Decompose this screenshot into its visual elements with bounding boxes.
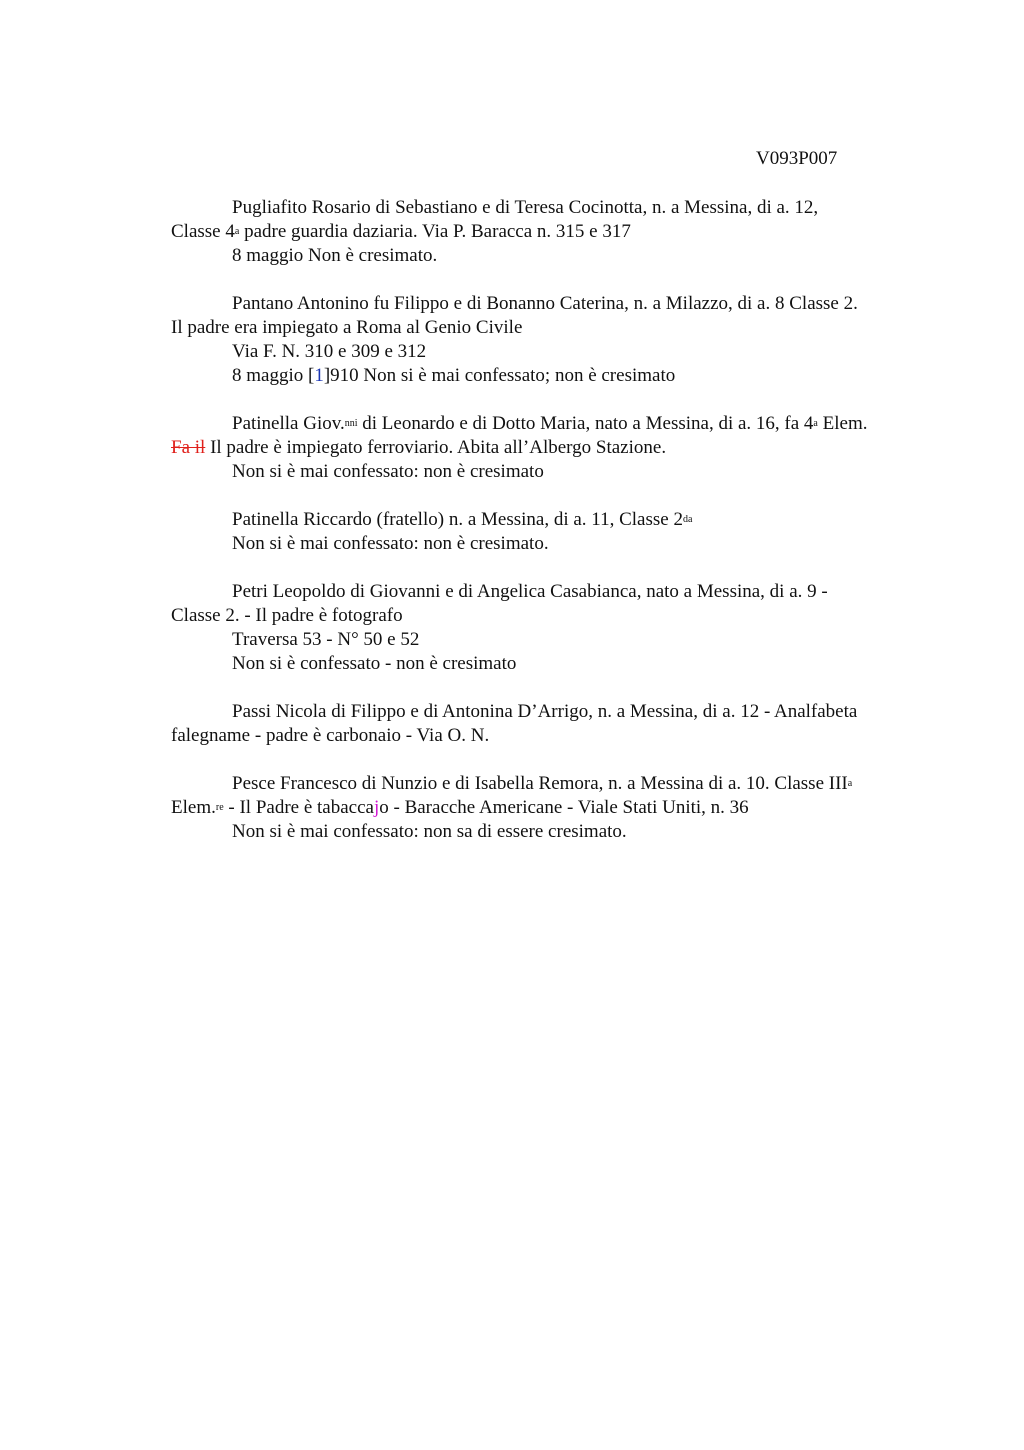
text-segment: ]910 Non si è mai confessato; non è cresimato bbox=[323, 365, 676, 386]
struck-text: Fa il bbox=[171, 437, 206, 458]
entry-line: Non si è mai confessato: non è cresimato bbox=[232, 461, 544, 482]
entry-line bbox=[171, 796, 941, 820]
text-segment: 8 maggio [ bbox=[232, 365, 315, 386]
entry-line: Petri Leopoldo di Giovanni e di Angelica Casabianca, nato a Messina, di a. 9 - bbox=[232, 581, 828, 602]
entry-line: Classe 2. - Il padre è fotografo bbox=[171, 605, 403, 626]
superscript: da bbox=[682, 514, 693, 525]
entry-line: Non si è confessato - non è cresimato bbox=[232, 653, 517, 674]
entry-pantano bbox=[171, 292, 941, 388]
document-body bbox=[171, 196, 941, 868]
entry-pugliafito bbox=[171, 196, 941, 268]
superscript: nni bbox=[344, 418, 358, 429]
text-segment: - Il Padre è tabacca bbox=[223, 797, 374, 818]
entry-patinella-giovanni bbox=[171, 412, 941, 484]
page-id: V093P007 bbox=[756, 148, 838, 169]
entry-line: 8 maggio Non è cresimato. bbox=[232, 245, 438, 266]
entry-line bbox=[171, 508, 941, 532]
entry-line bbox=[171, 364, 941, 388]
entry-line: Il padre era impiegato a Roma al Genio Civile bbox=[171, 317, 523, 338]
entry-line: Via F. N. 310 e 309 e 312 bbox=[232, 341, 427, 362]
entry-line: Traversa 53 - N° 50 e 52 bbox=[232, 629, 420, 650]
text-segment: Il padre è impiegato ferroviario. Abita all’Albergo Stazione. bbox=[205, 437, 667, 458]
text-segment: Elem. bbox=[171, 797, 216, 818]
entry-line bbox=[171, 220, 941, 244]
entry-line bbox=[171, 772, 941, 796]
text-segment: Patinella Giov. bbox=[232, 413, 345, 434]
entry-patinella-riccardo bbox=[171, 508, 941, 556]
entry-line: Pantano Antonino fu Filippo e di Bonanno Caterina, n. a Milazzo, di a. 8 Classe 2. bbox=[232, 293, 858, 314]
entry-line: Non si è mai confessato: non sa di essere cresimato. bbox=[232, 821, 627, 842]
entry-line bbox=[171, 436, 941, 460]
text-segment: Elem. bbox=[817, 413, 868, 434]
entry-line bbox=[171, 412, 941, 436]
entry-line: Passi Nicola di Filippo e di Antonina D’Arrigo, n. a Messina, di a. 12 - Analfabeta bbox=[232, 701, 858, 722]
editorial-insertion: j bbox=[373, 797, 380, 818]
entry-petri bbox=[171, 580, 941, 676]
superscript: a bbox=[847, 778, 853, 789]
entry-pesce bbox=[171, 772, 941, 844]
text-segment: Pesce Francesco di Nunzio e di Isabella Remora, n. a Messina di a. 10. Classe III bbox=[232, 773, 848, 794]
text-segment: Classe 4 bbox=[171, 221, 235, 242]
text-segment: Patinella Riccardo (fratello) n. a Messina, di a. 11, Classe 2 bbox=[232, 509, 683, 530]
superscript: re bbox=[215, 802, 224, 813]
entry-line: falegname - padre è carbonaio - Via O. N. bbox=[171, 725, 490, 746]
text-segment: o - Baracche Americane - Viale Stati Uniti, n. 36 bbox=[379, 797, 749, 818]
entry-passi bbox=[171, 700, 941, 748]
superscript: a bbox=[234, 226, 240, 237]
entry-line: Non si è mai confessato: non è cresimato. bbox=[232, 533, 549, 554]
entry-line: Pugliafito Rosario di Sebastiano e di Teresa Cocinotta, n. a Messina, di a. 12, bbox=[232, 197, 819, 218]
superscript: a bbox=[813, 418, 818, 429]
editorial-insertion: 1 bbox=[314, 365, 324, 386]
text-segment: di Leonardo e di Dotto Maria, nato a Messina, di a. 16, fa 4 bbox=[357, 413, 814, 434]
text-segment: padre guardia daziaria. Via P. Baracca n. 315 e 317 bbox=[239, 221, 631, 242]
